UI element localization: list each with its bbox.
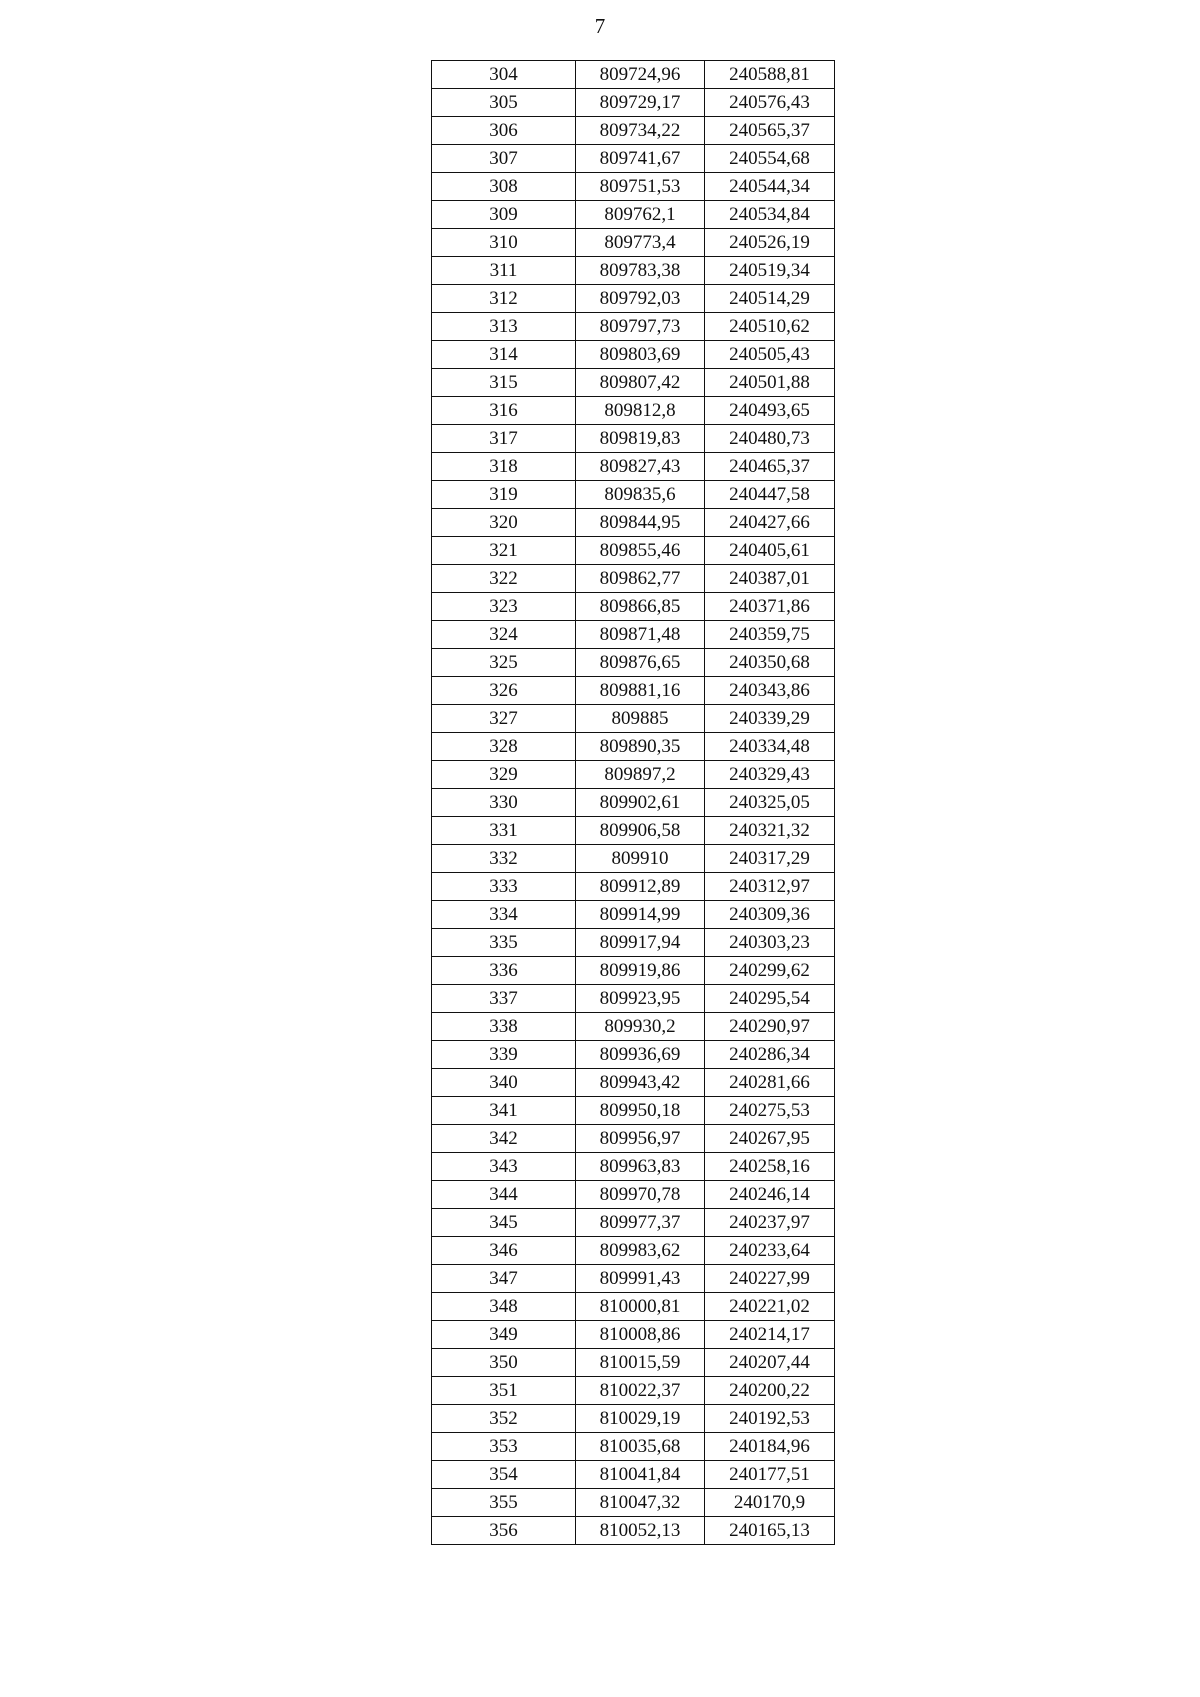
point-number-cell: 307: [432, 145, 576, 173]
x-coordinate-cell: 809724,96: [576, 61, 705, 89]
table-row: [432, 761, 835, 789]
x-coordinate-cell: 810022,37: [576, 1377, 705, 1405]
table-row: [432, 1293, 835, 1321]
table-row: [432, 1013, 835, 1041]
table-row: [432, 845, 835, 873]
page-number: 7: [594, 14, 606, 38]
x-coordinate-cell: 809912,89: [576, 873, 705, 901]
x-coordinate-cell: 809970,78: [576, 1181, 705, 1209]
coordinates-table: [431, 60, 835, 1545]
table-row: [432, 341, 835, 369]
point-number-cell: 331: [432, 817, 576, 845]
table-row: [432, 1517, 835, 1545]
table-row: [432, 593, 835, 621]
point-number-cell: 356: [432, 1517, 576, 1545]
y-coordinate-cell: 240317,29: [705, 845, 835, 873]
y-coordinate-cell: 240350,68: [705, 649, 835, 677]
point-number-cell: 315: [432, 369, 576, 397]
point-number-cell: 329: [432, 761, 576, 789]
point-number-cell: 339: [432, 1041, 576, 1069]
y-coordinate-cell: 240505,43: [705, 341, 835, 369]
y-coordinate-cell: 240554,68: [705, 145, 835, 173]
table-row: [432, 1041, 835, 1069]
table-row: [432, 621, 835, 649]
point-number-cell: 327: [432, 705, 576, 733]
point-number-cell: 353: [432, 1433, 576, 1461]
x-coordinate-cell: 809751,53: [576, 173, 705, 201]
y-coordinate-cell: 240576,43: [705, 89, 835, 117]
x-coordinate-cell: 809797,73: [576, 313, 705, 341]
y-coordinate-cell: 240275,53: [705, 1097, 835, 1125]
table-row: [432, 1433, 835, 1461]
y-coordinate-cell: 240339,29: [705, 705, 835, 733]
point-number-cell: 323: [432, 593, 576, 621]
y-coordinate-cell: 240329,43: [705, 761, 835, 789]
x-coordinate-cell: 809734,22: [576, 117, 705, 145]
point-number-cell: 324: [432, 621, 576, 649]
table-row: [432, 369, 835, 397]
table-row: [432, 929, 835, 957]
y-coordinate-cell: 240334,48: [705, 733, 835, 761]
table-row: [432, 817, 835, 845]
point-number-cell: 326: [432, 677, 576, 705]
x-coordinate-cell: 809871,48: [576, 621, 705, 649]
y-coordinate-cell: 240493,65: [705, 397, 835, 425]
table-row: [432, 1461, 835, 1489]
point-number-cell: 322: [432, 565, 576, 593]
point-number-cell: 333: [432, 873, 576, 901]
table-row: [432, 985, 835, 1013]
table-row: [432, 481, 835, 509]
x-coordinate-cell: 809902,61: [576, 789, 705, 817]
point-number-cell: 313: [432, 313, 576, 341]
point-number-cell: 352: [432, 1405, 576, 1433]
y-coordinate-cell: 240299,62: [705, 957, 835, 985]
x-coordinate-cell: 809866,85: [576, 593, 705, 621]
table-row: [432, 201, 835, 229]
y-coordinate-cell: 240177,51: [705, 1461, 835, 1489]
y-coordinate-cell: 240447,58: [705, 481, 835, 509]
table-row: [432, 313, 835, 341]
y-coordinate-cell: 240170,9: [705, 1489, 835, 1517]
point-number-cell: 311: [432, 257, 576, 285]
y-coordinate-cell: 240192,53: [705, 1405, 835, 1433]
y-coordinate-cell: 240295,54: [705, 985, 835, 1013]
y-coordinate-cell: 240200,22: [705, 1377, 835, 1405]
point-number-cell: 346: [432, 1237, 576, 1265]
point-number-cell: 325: [432, 649, 576, 677]
point-number-cell: 330: [432, 789, 576, 817]
y-coordinate-cell: 240534,84: [705, 201, 835, 229]
table-row: [432, 257, 835, 285]
x-coordinate-cell: 809923,95: [576, 985, 705, 1013]
point-number-cell: 335: [432, 929, 576, 957]
x-coordinate-cell: 810052,13: [576, 1517, 705, 1545]
point-number-cell: 318: [432, 453, 576, 481]
x-coordinate-cell: 809803,69: [576, 341, 705, 369]
x-coordinate-cell: 809950,18: [576, 1097, 705, 1125]
x-coordinate-cell: 809977,37: [576, 1209, 705, 1237]
point-number-cell: 334: [432, 901, 576, 929]
table-row: [432, 453, 835, 481]
point-number-cell: 336: [432, 957, 576, 985]
y-coordinate-cell: 240207,44: [705, 1349, 835, 1377]
table-row: [432, 229, 835, 257]
coordinates-table-body: [432, 61, 835, 1545]
x-coordinate-cell: 810000,81: [576, 1293, 705, 1321]
table-row: [432, 285, 835, 313]
table-row: [432, 1265, 835, 1293]
point-number-cell: 328: [432, 733, 576, 761]
point-number-cell: 348: [432, 1293, 576, 1321]
y-coordinate-cell: 240290,97: [705, 1013, 835, 1041]
point-number-cell: 309: [432, 201, 576, 229]
table-row: [432, 789, 835, 817]
x-coordinate-cell: 809897,2: [576, 761, 705, 789]
point-number-cell: 342: [432, 1125, 576, 1153]
y-coordinate-cell: 240519,34: [705, 257, 835, 285]
x-coordinate-cell: 809773,4: [576, 229, 705, 257]
point-number-cell: 347: [432, 1265, 576, 1293]
x-coordinate-cell: 809783,38: [576, 257, 705, 285]
x-coordinate-cell: 810035,68: [576, 1433, 705, 1461]
table-row: [432, 1349, 835, 1377]
point-number-cell: 340: [432, 1069, 576, 1097]
table-row: [432, 1069, 835, 1097]
table-row: [432, 733, 835, 761]
x-coordinate-cell: 809983,62: [576, 1237, 705, 1265]
point-number-cell: 354: [432, 1461, 576, 1489]
y-coordinate-cell: 240281,66: [705, 1069, 835, 1097]
table-row: [432, 117, 835, 145]
table-row: [432, 173, 835, 201]
table-row: [432, 509, 835, 537]
x-coordinate-cell: 809956,97: [576, 1125, 705, 1153]
table-row: [432, 705, 835, 733]
y-coordinate-cell: 240303,23: [705, 929, 835, 957]
point-number-cell: 319: [432, 481, 576, 509]
point-number-cell: 349: [432, 1321, 576, 1349]
x-coordinate-cell: 809729,17: [576, 89, 705, 117]
table-row: [432, 957, 835, 985]
x-coordinate-cell: 810029,19: [576, 1405, 705, 1433]
x-coordinate-cell: 809762,1: [576, 201, 705, 229]
y-coordinate-cell: 240565,37: [705, 117, 835, 145]
point-number-cell: 314: [432, 341, 576, 369]
table-row: [432, 1377, 835, 1405]
point-number-cell: 310: [432, 229, 576, 257]
y-coordinate-cell: 240427,66: [705, 509, 835, 537]
y-coordinate-cell: 240544,34: [705, 173, 835, 201]
point-number-cell: 343: [432, 1153, 576, 1181]
y-coordinate-cell: 240510,62: [705, 313, 835, 341]
x-coordinate-cell: 809881,16: [576, 677, 705, 705]
y-coordinate-cell: 240343,86: [705, 677, 835, 705]
table-row: [432, 61, 835, 89]
x-coordinate-cell: 809844,95: [576, 509, 705, 537]
point-number-cell: 355: [432, 1489, 576, 1517]
point-number-cell: 338: [432, 1013, 576, 1041]
x-coordinate-cell: 809807,42: [576, 369, 705, 397]
x-coordinate-cell: 809917,94: [576, 929, 705, 957]
table-row: [432, 1321, 835, 1349]
x-coordinate-cell: 809862,77: [576, 565, 705, 593]
y-coordinate-cell: 240465,37: [705, 453, 835, 481]
table-row: [432, 1489, 835, 1517]
x-coordinate-cell: 810047,32: [576, 1489, 705, 1517]
y-coordinate-cell: 240359,75: [705, 621, 835, 649]
x-coordinate-cell: 810008,86: [576, 1321, 705, 1349]
point-number-cell: 345: [432, 1209, 576, 1237]
x-coordinate-cell: 809919,86: [576, 957, 705, 985]
x-coordinate-cell: 809936,69: [576, 1041, 705, 1069]
table-row: [432, 397, 835, 425]
x-coordinate-cell: 809963,83: [576, 1153, 705, 1181]
point-number-cell: 304: [432, 61, 576, 89]
x-coordinate-cell: 809914,99: [576, 901, 705, 929]
table-row: [432, 565, 835, 593]
y-coordinate-cell: 240221,02: [705, 1293, 835, 1321]
point-number-cell: 341: [432, 1097, 576, 1125]
point-number-cell: 337: [432, 985, 576, 1013]
y-coordinate-cell: 240325,05: [705, 789, 835, 817]
y-coordinate-cell: 240267,95: [705, 1125, 835, 1153]
table-row: [432, 89, 835, 117]
table-row: [432, 1209, 835, 1237]
y-coordinate-cell: 240480,73: [705, 425, 835, 453]
table-row: [432, 1181, 835, 1209]
y-coordinate-cell: 240514,29: [705, 285, 835, 313]
table-row: [432, 901, 835, 929]
point-number-cell: 350: [432, 1349, 576, 1377]
table-row: [432, 649, 835, 677]
y-coordinate-cell: 240165,13: [705, 1517, 835, 1545]
y-coordinate-cell: 240321,32: [705, 817, 835, 845]
table-row: [432, 677, 835, 705]
point-number-cell: 351: [432, 1377, 576, 1405]
x-coordinate-cell: 809991,43: [576, 1265, 705, 1293]
point-number-cell: 306: [432, 117, 576, 145]
table-row: [432, 1405, 835, 1433]
x-coordinate-cell: 810041,84: [576, 1461, 705, 1489]
table-row: [432, 145, 835, 173]
point-number-cell: 321: [432, 537, 576, 565]
x-coordinate-cell: 809819,83: [576, 425, 705, 453]
x-coordinate-cell: 809930,2: [576, 1013, 705, 1041]
x-coordinate-cell: 809741,67: [576, 145, 705, 173]
y-coordinate-cell: 240227,99: [705, 1265, 835, 1293]
y-coordinate-cell: 240286,34: [705, 1041, 835, 1069]
y-coordinate-cell: 240405,61: [705, 537, 835, 565]
y-coordinate-cell: 240526,19: [705, 229, 835, 257]
x-coordinate-cell: 809812,8: [576, 397, 705, 425]
point-number-cell: 308: [432, 173, 576, 201]
y-coordinate-cell: 240309,36: [705, 901, 835, 929]
y-coordinate-cell: 240312,97: [705, 873, 835, 901]
x-coordinate-cell: 809835,6: [576, 481, 705, 509]
y-coordinate-cell: 240246,14: [705, 1181, 835, 1209]
x-coordinate-cell: 809855,46: [576, 537, 705, 565]
y-coordinate-cell: 240258,16: [705, 1153, 835, 1181]
x-coordinate-cell: 809876,65: [576, 649, 705, 677]
table-row: [432, 873, 835, 901]
y-coordinate-cell: 240588,81: [705, 61, 835, 89]
point-number-cell: 320: [432, 509, 576, 537]
y-coordinate-cell: 240233,64: [705, 1237, 835, 1265]
x-coordinate-cell: 810015,59: [576, 1349, 705, 1377]
table-row: [432, 425, 835, 453]
y-coordinate-cell: 240371,86: [705, 593, 835, 621]
x-coordinate-cell: 809890,35: [576, 733, 705, 761]
point-number-cell: 305: [432, 89, 576, 117]
x-coordinate-cell: 809885: [576, 705, 705, 733]
point-number-cell: 344: [432, 1181, 576, 1209]
table-row: [432, 1097, 835, 1125]
y-coordinate-cell: 240501,88: [705, 369, 835, 397]
y-coordinate-cell: 240214,17: [705, 1321, 835, 1349]
y-coordinate-cell: 240387,01: [705, 565, 835, 593]
x-coordinate-cell: 809943,42: [576, 1069, 705, 1097]
table-row: [432, 1125, 835, 1153]
x-coordinate-cell: 809792,03: [576, 285, 705, 313]
x-coordinate-cell: 809910: [576, 845, 705, 873]
x-coordinate-cell: 809827,43: [576, 453, 705, 481]
point-number-cell: 316: [432, 397, 576, 425]
table-row: [432, 537, 835, 565]
x-coordinate-cell: 809906,58: [576, 817, 705, 845]
y-coordinate-cell: 240237,97: [705, 1209, 835, 1237]
y-coordinate-cell: 240184,96: [705, 1433, 835, 1461]
point-number-cell: 312: [432, 285, 576, 313]
point-number-cell: 332: [432, 845, 576, 873]
point-number-cell: 317: [432, 425, 576, 453]
table-row: [432, 1237, 835, 1265]
table-row: [432, 1153, 835, 1181]
